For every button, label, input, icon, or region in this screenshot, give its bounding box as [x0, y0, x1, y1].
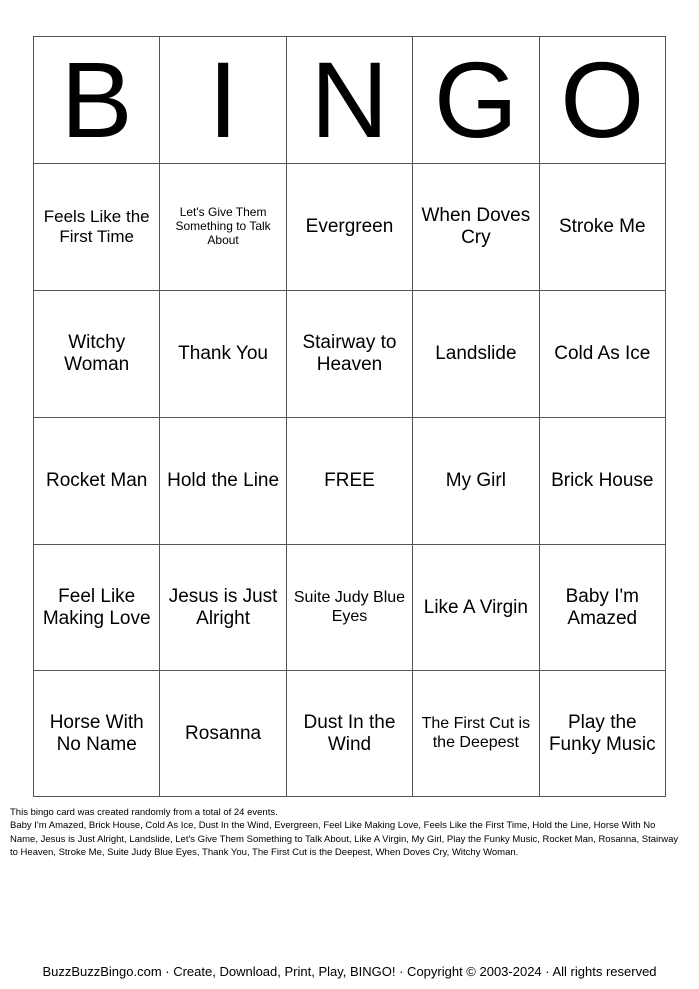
bingo-row-2 — [34, 291, 666, 418]
bingo-cell: Jesus is Just Alright — [160, 545, 286, 671]
header-letter-o: O — [539, 37, 665, 164]
card-created-text: This bingo card was created randomly from a total of 24 events. — [10, 807, 278, 818]
bingo-cell: Brick House — [539, 418, 665, 545]
bingo-cell: The First Cut is the Deepest — [413, 671, 539, 797]
bingo-cell: Suite Judy Blue Eyes — [286, 545, 412, 671]
bingo-cell: My Girl — [413, 418, 539, 545]
bingo-cell: Thank You — [160, 291, 286, 418]
bingo-cell: Dust In the Wind — [286, 671, 412, 797]
bingo-cell: Horse With No Name — [34, 671, 160, 797]
bingo-cell: Feel Like Making Love — [34, 545, 160, 671]
header-letter-i: I — [160, 37, 286, 164]
site-footer: BuzzBuzzBingo.com · Create, Download, Print, Play, BINGO! · Copyright © 2003-2024 · All rights reserved — [42, 964, 657, 979]
bingo-card — [33, 36, 666, 797]
bingo-cell: Play the Funky Music — [539, 671, 665, 797]
free-space-cell: FREE — [286, 418, 412, 545]
header-letter-g: G — [413, 37, 539, 164]
bingo-cell: Hold the Line — [160, 418, 286, 545]
bingo-row-5 — [34, 671, 666, 797]
bingo-cell: Cold As Ice — [539, 291, 665, 418]
bingo-cell: Rocket Man — [34, 418, 160, 545]
bingo-row-3 — [34, 418, 666, 545]
bingo-cell: Stairway to Heaven — [286, 291, 412, 418]
bingo-cell: Let's Give Them Something to Talk About — [160, 164, 286, 291]
bingo-cell: When Doves Cry — [413, 164, 539, 291]
card-info-note — [10, 806, 686, 860]
bingo-cell: Rosanna — [160, 671, 286, 797]
header-letter-b: B — [34, 37, 160, 164]
bingo-cell: Stroke Me — [539, 164, 665, 291]
bingo-header-row — [34, 37, 666, 164]
bingo-cell: Evergreen — [286, 164, 412, 291]
bingo-row-4 — [34, 545, 666, 671]
bingo-cell: Landslide — [413, 291, 539, 418]
card-events-list: Baby I'm Amazed, Brick House, Cold As Ice, Dust In the Wind, Evergreen, Feel Like Making Love, Feels Like the First Time, Hold the Line, Horse With No Name, Jesus is Just Alright, Landslide, Let's Give Them Something to Talk About, Like A Virgin, My Girl, Play the Funky Music, Rocket Man, Rosanna, Stairway to Heaven, Stroke Me, Suite Judy Blue Eyes, Thank You, The First Cut is the Deepest, When Doves Cry, Witchy Woman. — [10, 820, 679, 859]
bingo-cell: Like A Virgin — [413, 545, 539, 671]
bingo-row-1 — [34, 164, 666, 291]
bingo-cell: Baby I'm Amazed — [539, 545, 665, 671]
bingo-cell: Feels Like the First Time — [34, 164, 160, 291]
bingo-cell: Witchy Woman — [34, 291, 160, 418]
header-letter-n: N — [286, 37, 412, 164]
